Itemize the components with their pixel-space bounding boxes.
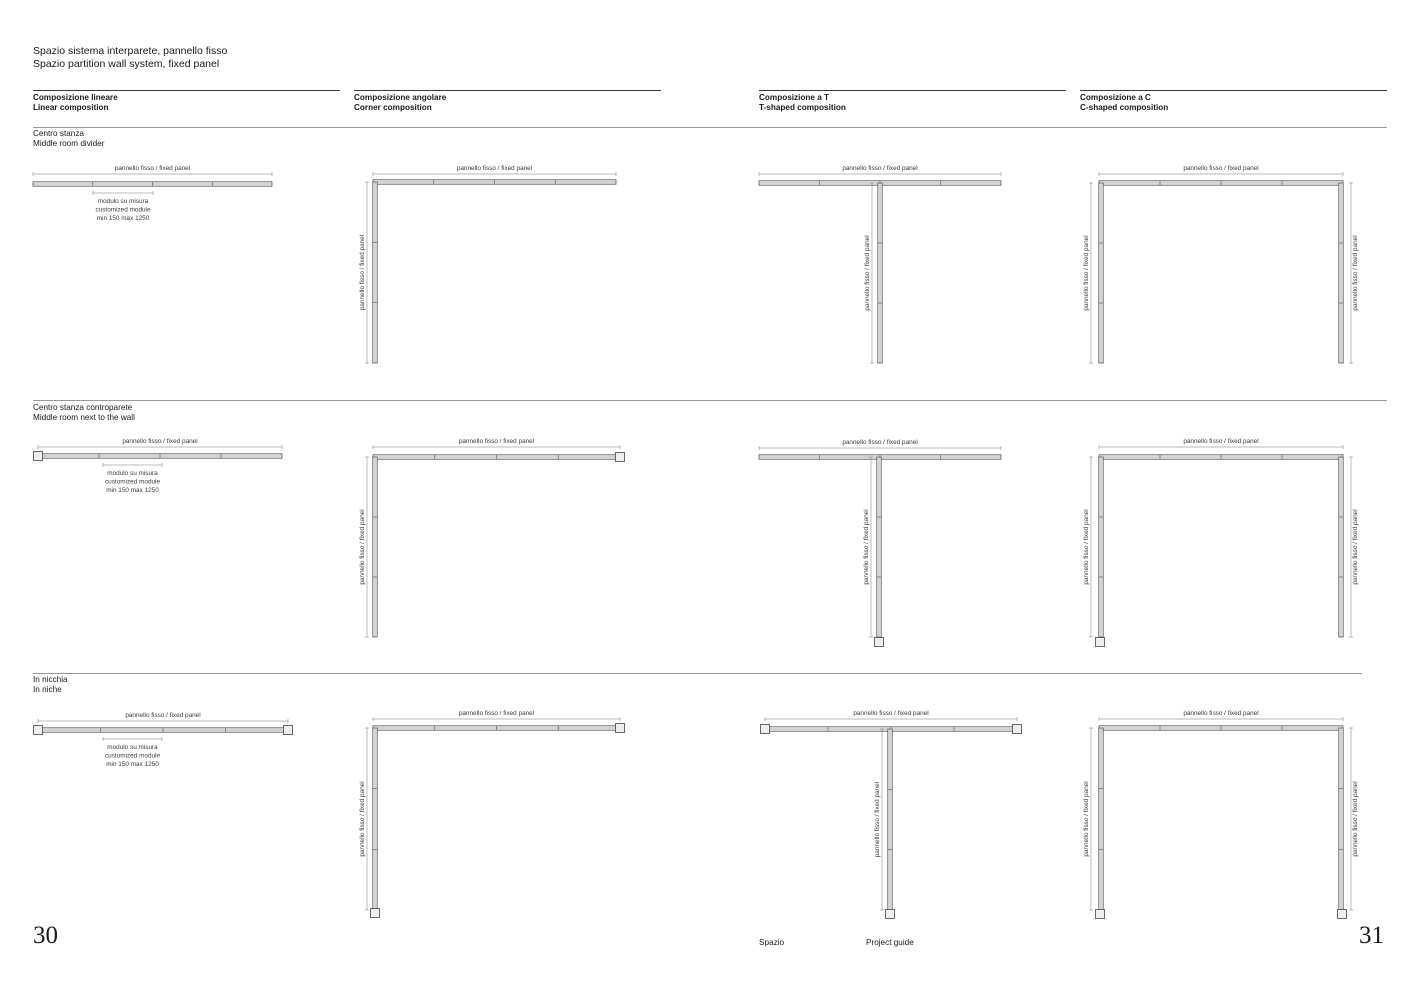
- wall-post: [875, 638, 884, 647]
- dimension-label: pannello fisso / fixed panel: [1083, 781, 1090, 857]
- dimension-label: pannello fisso / fixed panel: [458, 710, 535, 717]
- wall-post: [1338, 910, 1347, 919]
- dimension-label: pannello fisso / fixed panel: [1352, 235, 1359, 311]
- module-note: min 150 max 1250: [106, 761, 159, 768]
- wall-post: [1096, 910, 1105, 919]
- dimension-label: pannello fisso / fixed panel: [1083, 509, 1090, 585]
- dimension-label: pannello fisso / fixed panel: [863, 509, 870, 585]
- dimension-label: pannello fisso / fixed panel: [359, 234, 366, 311]
- wall-post: [616, 724, 625, 733]
- row-label-it: In nicchia: [33, 675, 68, 684]
- module-note: modulo su misura: [97, 198, 149, 205]
- dimension-label: pannello fisso / fixed panel: [1183, 438, 1259, 445]
- module-note: min 150 max 1250: [106, 487, 159, 494]
- column-header-it: Composizione lineare: [33, 93, 118, 102]
- dimension-label: pannello fisso / fixed panel: [359, 509, 366, 585]
- wall-post: [761, 725, 770, 734]
- wall-post: [34, 726, 43, 735]
- dimension-label: pannello fisso / fixed panel: [842, 439, 918, 446]
- wall-post: [1096, 638, 1105, 647]
- module-note: customized module: [95, 206, 151, 214]
- row-label-it: Centro stanza: [33, 129, 84, 138]
- dimension-label: pannello fisso / fixed panel: [1352, 781, 1359, 857]
- wall-post: [1013, 725, 1022, 734]
- wall-post: [371, 909, 380, 918]
- dimension-label: pannello fisso / fixed panel: [1352, 509, 1359, 585]
- dimension-label: pannello fisso / fixed panel: [125, 712, 201, 719]
- row-label-en: In niche: [33, 684, 62, 694]
- page-title-it: Spazio sistema interparete, pannello fisso: [33, 45, 228, 57]
- dimension-label: pannello fisso / fixed panel: [359, 781, 366, 857]
- wall-post: [34, 452, 43, 461]
- page-title-en: Spazio partition wall system, fixed panel: [33, 58, 220, 70]
- page-number-right: 31: [1359, 922, 1384, 949]
- dimension-label: pannello fisso / fixed panel: [864, 235, 871, 311]
- column-header-en: T-shaped composition: [759, 102, 846, 112]
- column-header-en: C-shaped composition: [1080, 102, 1169, 112]
- dimension-label: pannello fisso / fixed panel: [1083, 235, 1090, 311]
- row-label-it: Centro stanza controparete: [33, 403, 133, 412]
- dimension-label: pannello fisso / fixed panel: [842, 165, 918, 172]
- footer-brand: Spazio: [759, 938, 785, 947]
- page-number-left: 30: [33, 922, 58, 949]
- footer-guide: Project guide: [866, 938, 914, 947]
- module-note: modulo su misura: [107, 470, 158, 477]
- column-header-en: Linear composition: [33, 102, 109, 112]
- column-header-it: Composizione angolare: [354, 93, 447, 102]
- dimension-label: pannello fisso / fixed panel: [458, 438, 535, 445]
- column-header-it: Composizione a C: [1080, 93, 1151, 102]
- column-header-it: Composizione a T: [759, 93, 830, 102]
- column-header-en: Corner composition: [354, 102, 432, 112]
- module-note: customized module: [104, 752, 161, 760]
- dimension-label: pannello fisso / fixed panel: [1183, 710, 1259, 717]
- dimension-label: pannello fisso / fixed panel: [114, 165, 191, 172]
- module-note: modulo su misura: [107, 744, 158, 751]
- module-note: min 150 max 1250: [96, 215, 150, 222]
- dimension-label: pannello fisso / fixed panel: [874, 781, 881, 858]
- wall-post: [284, 726, 293, 735]
- dimension-label: pannello fisso / fixed panel: [122, 438, 198, 445]
- row-label-en: Middle room next to the wall: [33, 412, 135, 422]
- wall-post: [886, 910, 895, 919]
- dimension-label: pannello fisso / fixed panel: [456, 165, 533, 172]
- dimension-label: pannello fisso / fixed panel: [1183, 165, 1259, 172]
- dimension-label: pannello fisso / fixed panel: [853, 710, 929, 717]
- module-note: customized module: [104, 478, 161, 486]
- wall-post: [616, 453, 625, 462]
- row-label-en: Middle room divider: [33, 138, 105, 148]
